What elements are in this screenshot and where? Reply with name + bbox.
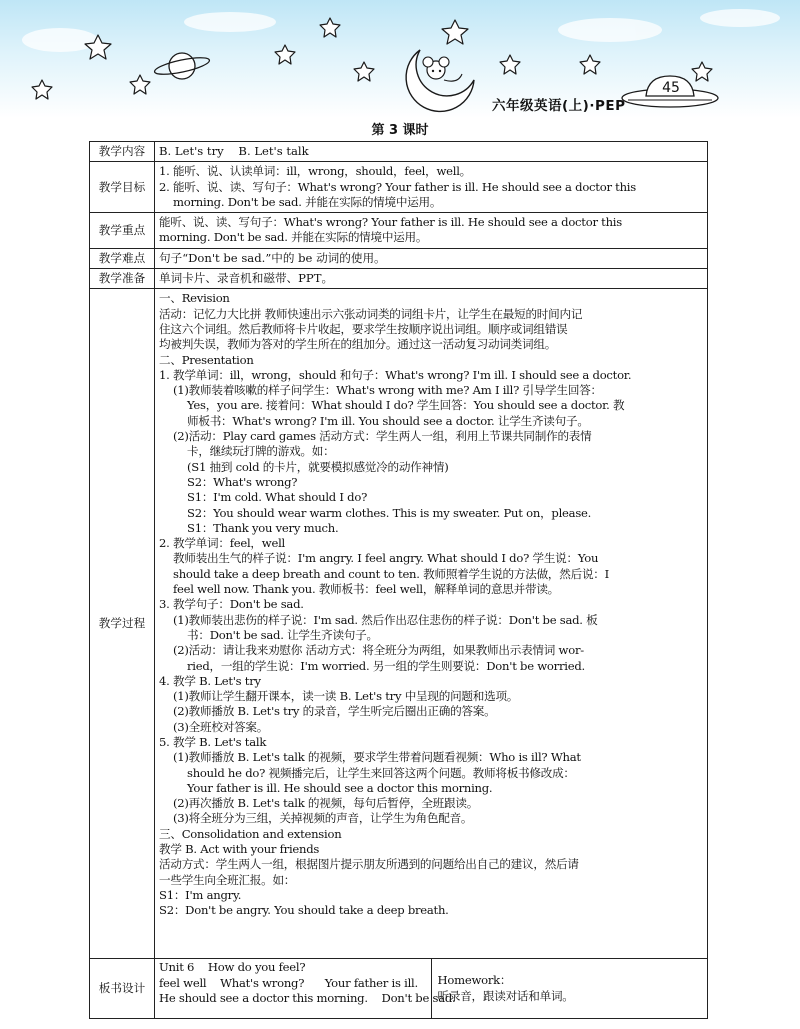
label-board-design: 板书设计 [90, 959, 155, 1019]
process-line: (2)活动：Play card games 活动方式：学生两人一组，利用上节课共同制作的表情 [173, 429, 592, 444]
process-line: 教师装出生气的样子说：I'm angry. I feel angry. What should I do? 学生说：You [173, 551, 599, 566]
key-points-line: 能听、说、读、写句子：What's wrong? Your father is ill. He should see a doctor this [159, 215, 622, 230]
row-preparation [90, 269, 708, 289]
process-line: S2：Don't be angry. You should take a deep breath. [159, 903, 449, 918]
label-preparation: 教学准备 [90, 269, 155, 289]
row-key-points [90, 213, 708, 249]
process-line: 一、Revision [159, 291, 230, 306]
process-line: (2)教师播放 B. Let's try 的录音，学生听完后圈出正确的答案。 [173, 704, 496, 719]
process-line: should he do? 视频播完后，让学生来回答这两个问题。教师将板书修改成： [187, 765, 575, 780]
process-line: 5. 教学 B. Let's talk [159, 734, 267, 749]
process-line: S1：I'm cold. What should I do? [187, 490, 368, 505]
process-line: 均被判失误，教师为答对的学生所在的组加分。通过这一活动复习动词类词组。 [159, 337, 557, 352]
board-line: Unit 6 How do you feel? [159, 960, 306, 975]
process-line: 活动方式：学生两人一组，根据图片提示朋友所遇到的问题给出自己的建议，然后请 [159, 857, 579, 872]
row-content [90, 142, 708, 162]
process-line: S1：Thank you very much. [187, 520, 339, 535]
goals-text [155, 162, 708, 213]
process-line: 师板书：What's wrong? I'm ill. You should see a doctor. 让学生齐读句子。 [187, 413, 589, 428]
book-title: 六年级英语(上)·PEP [492, 98, 626, 114]
process-line: (S1 抽到 cold 的卡片，就要模拟感觉冷的动作神情) [187, 459, 449, 474]
process-line: (1)教师播放 B. Let's talk 的视频，要求学生带着问题看视频：Who is ill? What [173, 750, 581, 765]
process-line: 活动：记忆力大比拼 教师快速出示六张动词类的词组卡片，让学生在最短的时间内记 [159, 306, 583, 321]
board-line: He should see a doctor this morning. Don't be sad. [159, 990, 456, 1005]
process-line: 教学 B. Act with your friends [159, 842, 320, 857]
key-points-text [155, 213, 708, 249]
content-text: B. Let's try B. Let's talk [155, 142, 708, 162]
process-line: Yes，you are. 接着问：What should I do? 学生回答：You should see a doctor. 教 [187, 398, 625, 413]
homework-text: 听录音，跟读对话和单词。 [437, 988, 574, 1003]
goals-line: 1. 能听、说、认读单词：ill，wrong，should，feel，well。 [159, 164, 472, 179]
moon-mouse-icon [406, 50, 474, 111]
process-line: 二、Presentation [159, 352, 254, 367]
process-line: (1)教师让学生翻开课本，读一读 B. Let's try 中呈现的问题和选项。 [173, 689, 519, 704]
row-process [90, 289, 708, 959]
process-line: (3)将全班分为三组，关掉视频的声音，让学生为角色配音。 [173, 811, 473, 826]
process-line: (2)活动：请让我来劝慰你 活动方式：将全班分为两组，如果教师出示表情词 wor- [173, 643, 584, 658]
process-line: (1)教师装出悲伤的样子说：I'm sad. 然后作出忍住悲伤的样子说：Don't be sad. 板 [173, 612, 598, 627]
goals-line: morning. Don't be sad. 并能在实际的情境中运用。 [173, 194, 442, 209]
key-points-line: morning. Don't be sad. 并能在实际的情境中运用。 [159, 230, 428, 245]
process-text [155, 289, 708, 959]
process-line: (1)教师装着咳嗽的样子问学生：What's wrong with me? Am I ill? 引导学生回答： [173, 383, 602, 398]
decorative-space-illustration [0, 0, 800, 118]
process-line: 卡，继续玩打牌的游戏。如： [187, 444, 335, 459]
lesson-title: 第 3 课时 [371, 123, 429, 138]
process-line: 3. 教学句子：Don't be sad. [159, 597, 304, 612]
process-line: 三、Consolidation and extension [159, 826, 342, 841]
process-line: Your father is ill. He should see a doctor this morning. [187, 780, 493, 795]
process-line: 1. 教学单词：ill，wrong，should 和句子：What's wrong? I'm ill. I should see a doctor. [159, 367, 632, 382]
process-line: S2：You should wear warm clothes. This is my sweater. Put on，please. [187, 505, 592, 520]
process-line: ried，一组的学生说：I'm worried. 另一组的学生则要说：Don't be worried. [187, 658, 585, 673]
process-line: 一些学生向全班汇报。如： [159, 872, 296, 887]
label-difficulty: 教学难点 [90, 248, 155, 268]
process-line: (3)全班校对答案。 [173, 719, 269, 734]
process-line: 2. 教学单词：feel，well [159, 536, 285, 551]
preparation-text: 单词卡片、录音机和磁带、PPT。 [155, 269, 708, 289]
board-line: feel well What's wrong? Your father is ill. [159, 975, 418, 990]
process-line: (2)再次播放 B. Let's talk 的视频，每句后暂停，全班跟读。 [173, 796, 479, 811]
process-line: 书：Don't be sad. 让学生齐读句子。 [187, 627, 378, 642]
homework-box [431, 959, 708, 1019]
planet-icon [153, 53, 210, 79]
process-line: should take a deep breath and count to ten. 教师照着学生说的方法做，然后说：I [173, 566, 609, 581]
row-difficulty [90, 248, 708, 268]
header-banner [0, 0, 800, 118]
board-design-text [155, 959, 456, 1019]
label-goals: 教学目标 [90, 162, 155, 213]
row-board-design [90, 959, 708, 1019]
process-line: 住这六个词组。然后教师将卡片收起，要求学生按顺序说出词组。顺序或词组错误 [159, 321, 568, 336]
difficulty-text: 句子“Don't be sad.”中的 be 动词的使用。 [155, 248, 708, 268]
row-goals [90, 162, 708, 213]
process-line: 4. 教学 B. Let's try [159, 673, 261, 688]
lesson-plan-table [89, 141, 708, 1019]
process-line: S2：What's wrong? [187, 474, 298, 489]
goals-line: 2. 能听、说、读、写句子：What's wrong? Your father is ill. He should see a doctor this [159, 179, 636, 194]
label-process: 教学过程 [90, 289, 155, 959]
process-line: S1：I'm angry. [159, 887, 242, 902]
label-key-points: 教学重点 [90, 213, 155, 249]
homework-title: Homework： [437, 973, 512, 988]
page-number: 45 [662, 80, 680, 96]
process-line: feel well now. Thank you. 教师板书：feel well，解释单词的意思并带读。 [173, 582, 560, 597]
label-content: 教学内容 [90, 142, 155, 162]
